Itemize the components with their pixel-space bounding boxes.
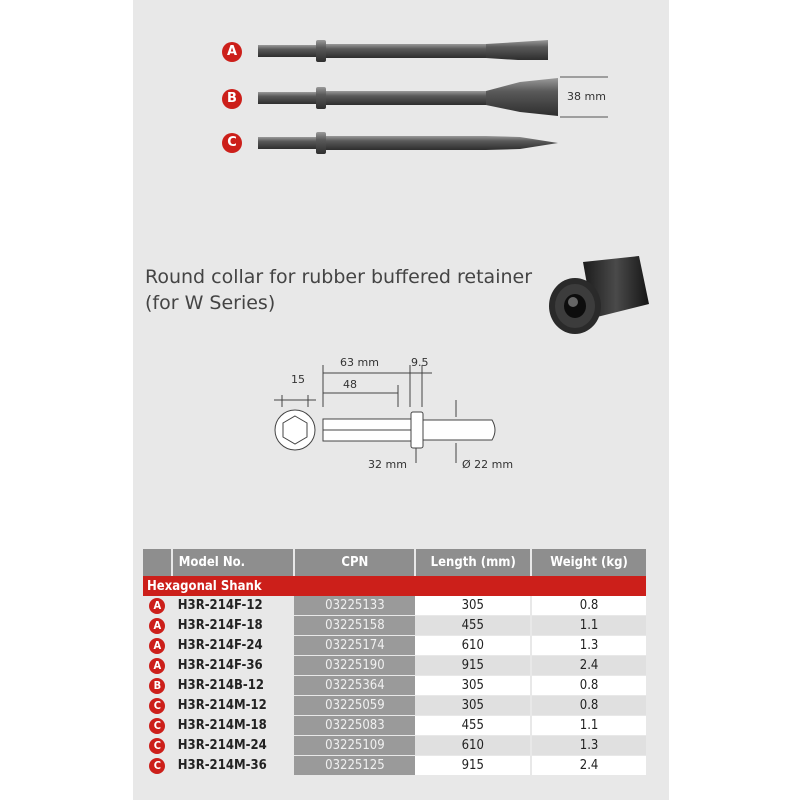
row-length: 915 (415, 656, 531, 676)
row-weight: 0.8 (531, 696, 646, 716)
dimension-63mm: 63 mm (340, 356, 379, 369)
row-cpn: 03225133 (294, 596, 415, 616)
heading-line-1: Round collar for rubber buffered retainer (145, 266, 533, 288)
row-badge (143, 696, 172, 716)
tool-c-moil-point (258, 132, 558, 154)
row-weight: 1.3 (531, 636, 646, 656)
dimension-9-5: 9.5 (411, 356, 429, 369)
group-label: Hexagonal Shank (143, 576, 646, 596)
collar-heading (145, 264, 532, 316)
header-badge-col (143, 549, 172, 576)
table-row (143, 696, 646, 716)
row-weight: 1.1 (531, 616, 646, 636)
row-model: H3R-214F-12 (172, 596, 295, 616)
row-length: 610 (415, 636, 531, 656)
chisel-tools-illustration (0, 0, 800, 170)
row-model: H3R-214M-36 (172, 756, 295, 776)
row-weight: 0.8 (531, 596, 646, 616)
row-badge-marker: A (149, 598, 165, 614)
row-cpn: 03225083 (294, 716, 415, 736)
dimension-15: 15 (291, 373, 305, 386)
row-badge (143, 636, 172, 656)
row-model: H3R-214M-24 (172, 736, 295, 756)
row-badge-marker: A (149, 638, 165, 654)
row-cpn: 03225059 (294, 696, 415, 716)
row-model: H3R-214F-36 (172, 656, 295, 676)
rubber-buffered-retainer-image (545, 248, 655, 338)
shank-dimension-schematic (260, 345, 520, 475)
row-weight: 0.8 (531, 676, 646, 696)
row-badge-marker: A (149, 618, 165, 634)
row-badge (143, 596, 172, 616)
dimension-32mm: 32 mm (368, 458, 407, 471)
row-weight: 2.4 (531, 656, 646, 676)
tool-a-flat-chisel (258, 40, 548, 62)
row-badge-marker: B (149, 678, 165, 694)
row-cpn: 03225125 (294, 756, 415, 776)
row-cpn: 03225174 (294, 636, 415, 656)
row-model: H3R-214F-24 (172, 636, 295, 656)
row-length: 915 (415, 756, 531, 776)
row-badge-marker: C (149, 718, 165, 734)
row-weight: 2.4 (531, 756, 646, 776)
spec-table (143, 549, 646, 776)
row-length: 455 (415, 716, 531, 736)
table-row (143, 616, 646, 636)
header-model: Model No. (172, 549, 295, 576)
row-model: H3R-214M-18 (172, 716, 295, 736)
row-length: 455 (415, 616, 531, 636)
row-badge-marker: C (149, 758, 165, 774)
row-model: H3R-214B-12 (172, 676, 295, 696)
row-badge-marker: C (149, 698, 165, 714)
row-badge (143, 756, 172, 776)
heading-line-2: (for W Series) (145, 292, 276, 314)
table-row (143, 656, 646, 676)
row-weight: 1.1 (531, 716, 646, 736)
header-length: Length (mm) (415, 549, 531, 576)
row-badge (143, 716, 172, 736)
table-row (143, 716, 646, 736)
row-model: H3R-214M-12 (172, 696, 295, 716)
row-length: 305 (415, 696, 531, 716)
table-row (143, 736, 646, 756)
row-length: 305 (415, 676, 531, 696)
row-badge (143, 616, 172, 636)
row-cpn: 03225109 (294, 736, 415, 756)
tool-c-badge: C (222, 133, 242, 153)
group-row-hexagonal-shank (143, 576, 646, 596)
table-row (143, 596, 646, 616)
row-cpn: 03225158 (294, 616, 415, 636)
header-cpn: CPN (294, 549, 415, 576)
row-cpn: 03225190 (294, 656, 415, 676)
tool-b-wide-chisel (258, 77, 608, 117)
tool-b-width-dimension: 38 mm (567, 90, 606, 103)
row-badge-marker: C (149, 738, 165, 754)
header-weight: Weight (kg) (531, 549, 646, 576)
row-badge (143, 736, 172, 756)
row-badge (143, 656, 172, 676)
row-model: H3R-214F-18 (172, 616, 295, 636)
row-length: 610 (415, 736, 531, 756)
row-length: 305 (415, 596, 531, 616)
tool-b-badge: B (222, 89, 242, 109)
table-row (143, 676, 646, 696)
tool-a-badge: A (222, 42, 242, 62)
row-badge (143, 676, 172, 696)
dimension-48: 48 (343, 378, 357, 391)
dimension-22mm: Ø 22 mm (462, 458, 514, 471)
table-row (143, 756, 646, 776)
table-header-row (143, 549, 646, 576)
row-cpn: 03225364 (294, 676, 415, 696)
row-weight: 1.3 (531, 736, 646, 756)
table-row (143, 636, 646, 656)
row-badge-marker: A (149, 658, 165, 674)
